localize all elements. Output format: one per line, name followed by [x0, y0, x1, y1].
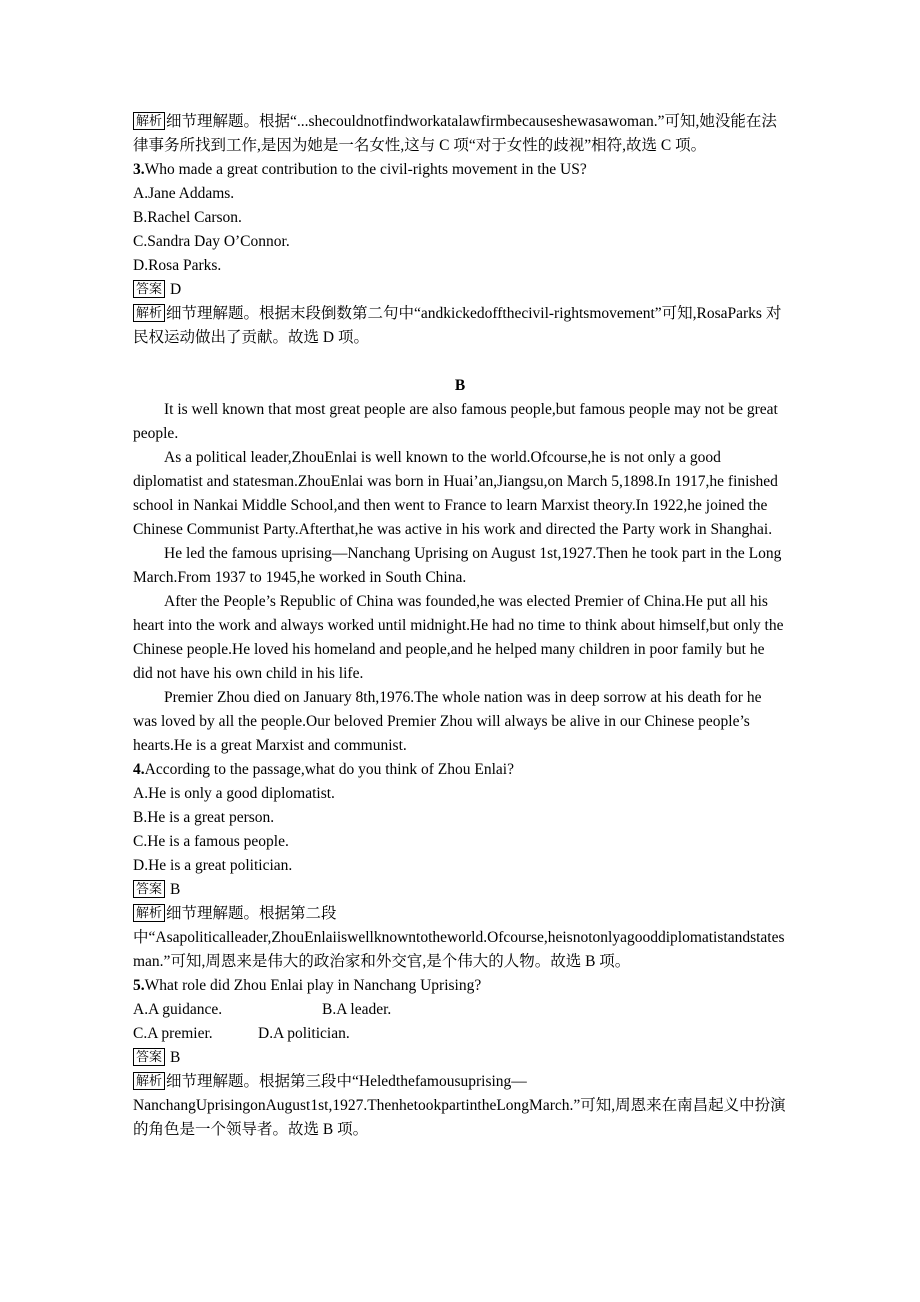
- analysis-block-4: [133, 902, 787, 974]
- answer-4-value: B: [170, 881, 181, 898]
- option-3c: C.Sandra Day O’Connor.: [133, 233, 290, 250]
- analysis-block-3: [133, 302, 787, 350]
- passage-paragraph-2: As a political leader,ZhouEnlai is well known to the world.Ofcourse,he is not only a good diplomatist and statesman.ZhouEnlai was born in Huai’an,Jiangsu,on March 5,1898.In 1917,he finished school in Nankai Middle School,and then went to France to learn Marxist theory.In 1922,he joined the Chinese Communist Party.Afterthat,he was active in his work and directed the Party work in Shanghai.: [133, 449, 778, 538]
- answer-label: 答案: [133, 280, 165, 298]
- question-3: [133, 158, 787, 182]
- analysis-3-text: 细节理解题。根据末段倒数第二句中“andkickedoffthecivil-rightsmovement”可知,RosaParks 对民权运动做出了贡献。故选 D 项。: [133, 305, 782, 346]
- option-4b: B.He is a great person.: [133, 809, 275, 826]
- passage-paragraph-5: Premier Zhou died on January 8th,1976.The whole nation was in deep sorrow at his death for he was loved by all the people.Our beloved Premier Zhou will always be alive in our Chinese people’s hearts.He is a great Marxist and communist.: [133, 689, 762, 754]
- section-header-b: B: [454, 377, 466, 394]
- analysis-block-5: [133, 1070, 787, 1142]
- answer-5-value: B: [170, 1049, 181, 1066]
- answer-3-value: D: [170, 281, 182, 298]
- analysis-label: 解析: [133, 904, 165, 922]
- passage-paragraph-4: After the People’s Republic of China was founded,he was elected Premier of China.He put all his heart into the work and always worked until midnight.He had no time to think about himself,but only the Chinese people.He loved his homeland and people,and he helped many children in poor family but he did not have his own child in his life.: [133, 593, 784, 682]
- option-3b: B.Rachel Carson.: [133, 209, 242, 226]
- answer-block-3: [133, 278, 787, 302]
- analysis-text: 细节理解题。根据“...shecouldnotfindworkatalawfirmbecauseshewasawoman.”可知,她没能在法律事务所找到工作,是因为她是一名女性,这与 C 项“对于女性的歧视”相符,故选 C 项。: [133, 113, 777, 154]
- analysis-label: 解析: [133, 304, 165, 322]
- option-row-5cd: [133, 1022, 787, 1046]
- option-5a: A.A guidance.: [133, 1001, 223, 1018]
- analysis-5-text: 细节理解题。根据第三段中“Heledthefamousuprising—NanchangUprisingonAugust1st,1927.ThenhetookpartintheLongMarch.”可知,周恩来在南昌起义中扮演的角色是一个领导者。故选 B 项。: [133, 1073, 786, 1138]
- answer-block-5: [133, 1046, 787, 1070]
- question-3-number: 3.: [133, 161, 145, 178]
- question-3-text: Who made a great contribution to the civil-rights movement in the US?: [144, 161, 587, 178]
- question-4-text: According to the passage,what do you think of Zhou Enlai?: [144, 761, 514, 778]
- option-5b: B.A leader.: [322, 1001, 392, 1018]
- option-4d: D.He is a great politician.: [133, 857, 293, 874]
- option-3d: D.Rosa Parks.: [133, 257, 222, 274]
- option-5d: D.A politician.: [258, 1025, 350, 1042]
- analysis-label: 解析: [133, 1072, 165, 1090]
- question-4: [133, 758, 787, 782]
- question-4-number: 4.: [133, 761, 145, 778]
- option-5c: C.A premier.: [133, 1025, 213, 1042]
- passage-paragraph-3: He led the famous uprising—Nanchang Uprising on August 1st,1927.Then he took part in the Long March.From 1937 to 1945,he worked in South China.: [133, 545, 782, 586]
- answer-label: 答案: [133, 880, 165, 898]
- question-5-number: 5.: [133, 977, 145, 994]
- question-5-text: What role did Zhou Enlai play in Nanchang Uprising?: [144, 977, 482, 994]
- option-row-5ab: [133, 998, 787, 1022]
- analysis-label: 解析: [133, 112, 165, 130]
- analysis-block-top: [133, 110, 787, 158]
- option-3a: A.Jane Addams.: [133, 185, 235, 202]
- option-4a: A.He is only a good diplomatist.: [133, 785, 335, 802]
- answer-label: 答案: [133, 1048, 165, 1066]
- passage-paragraph-1: It is well known that most great people are also famous people,but famous people may not be great people.: [133, 401, 778, 442]
- question-5: [133, 974, 787, 998]
- answer-block-4: [133, 878, 787, 902]
- option-4c: C.He is a famous people.: [133, 833, 289, 850]
- analysis-4-text: 细节理解题。根据第二段中“Asapoliticalleader,ZhouEnlaiiswellknowntotheworld.Ofcourse,heisnotonlyagooddiplomatistandstatesman.”可知,周恩来是伟大的政治家和外交官,是个伟大的人物。故选 B 项。: [133, 905, 785, 970]
